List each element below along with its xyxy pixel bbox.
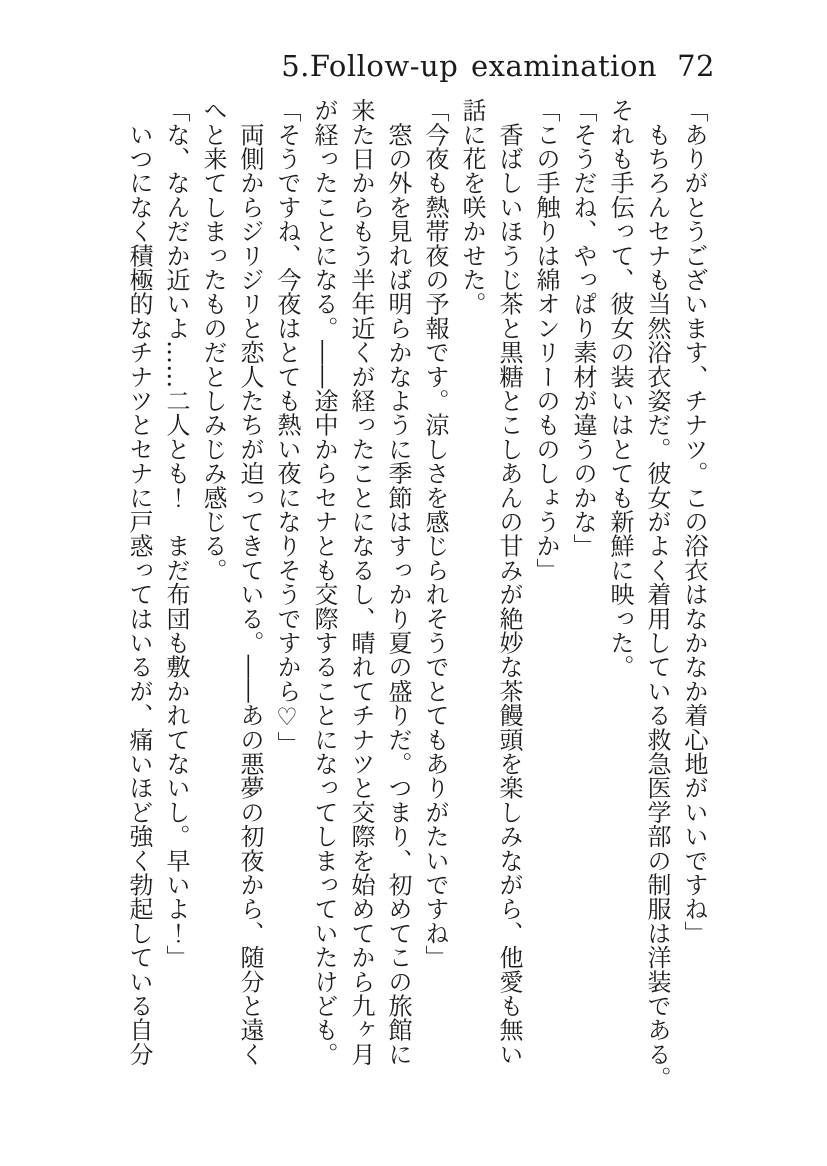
text-line: 「な、なんだか近いよ……二人とも！ まだ布団も敷かれてないし。早いよ！」 (162, 98, 190, 970)
text-line: 「そうですね、今夜はとても熱い夜になりそうですから♡」 (273, 98, 301, 756)
page-number: 72 (677, 49, 715, 83)
text-line: 話に花を咲かせた。 (458, 98, 486, 316)
text-line: 香ばしいほうじ茶と黒糖とこしあんの甘みが絶妙な茶饅頭を楽しみながら、他愛も無い (495, 98, 523, 1066)
text-line: 窓の外を見れば明らかなように季節はすっかり夏の盛りだ。つまり、初めてこの旅館に (384, 98, 412, 1066)
text-line: が経ったことになる。――途中からセナとも交際することになってしまっていたけども。 (310, 98, 338, 1066)
chapter-title: 5.Follow-up examination (281, 49, 658, 83)
text-line: 「この手触りは綿オンリーのものしょうか」 (532, 98, 560, 582)
text-line: いつになく積極的なチナツとセナに戸惑ってはいるが、痛いほど強く勃起している自分 (125, 98, 153, 1066)
text-line: 「ありがとうございます、チナツ。この浴衣はなかなか着心地がいいですね」 (680, 98, 708, 945)
text-body (120, 98, 712, 1091)
text-line: 「そうだね、やっぱり素材が違うのかな」 (569, 98, 597, 558)
text-line: もちろんセナも当然浴衣姿だ。彼女がよく着用している救急医学部の制服は洋装である。 (643, 98, 671, 1091)
page-header (281, 51, 715, 83)
text-line: 「今夜も熱帯夜の予報です。涼しさを感じられそうでとてもありがたいですね」 (421, 98, 449, 970)
text-line: 両側からジリジリと恋人たちが迫ってきている。――あの悪夢の初夜から、随分と遠く (236, 98, 264, 1066)
text-line: へと来てしまったものだとしみじみ感じる。 (199, 98, 227, 582)
text-line: それも手伝って、彼女の装いはとても新鮮に映った。 (606, 98, 634, 679)
text-line: 来た日からもう半年近くが経ったことになるし、晴れてチナツと交際を始めてから九ヶ月 (347, 98, 375, 1066)
